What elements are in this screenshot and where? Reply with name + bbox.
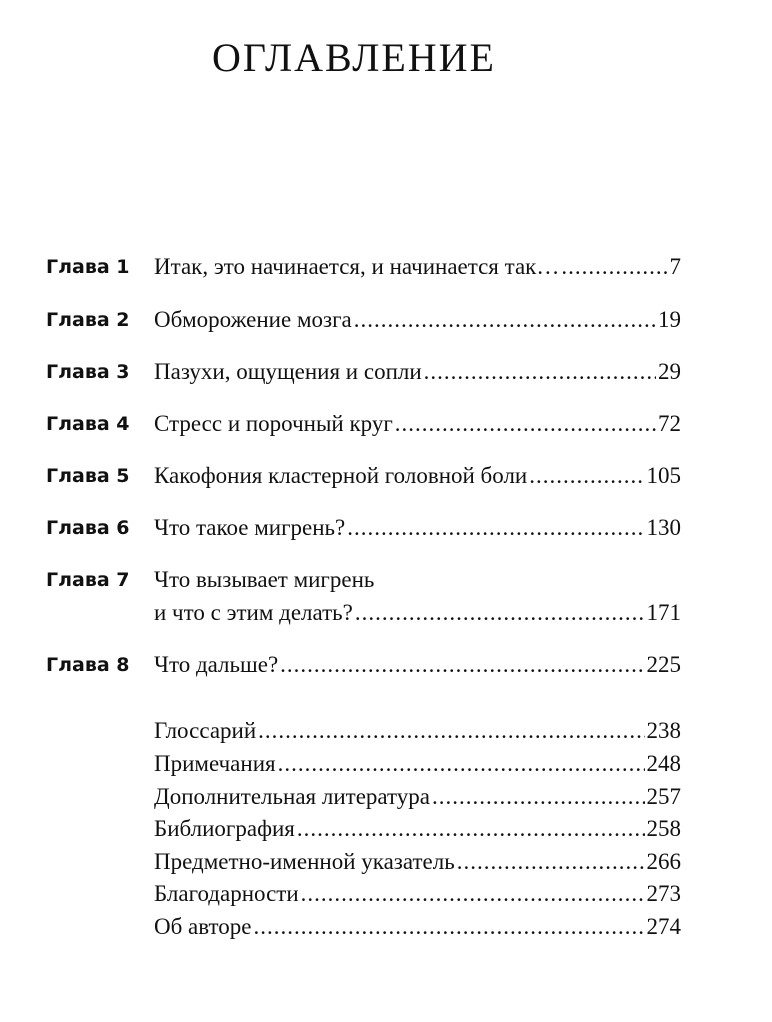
page-number: 248 <box>646 751 681 776</box>
chapter-title-line-2: и что с этим делать? <box>154 600 353 625</box>
dot-leader <box>254 912 645 942</box>
dot-leader <box>297 814 645 844</box>
chapter-title: Обморожение мозга <box>154 307 352 332</box>
section-title: Дополнительная литература <box>154 784 430 809</box>
dot-leader <box>432 782 645 812</box>
section-title: Примечания <box>154 751 276 776</box>
chapter-title: Какофония кластерной головной боли <box>154 463 528 488</box>
page-number: 130 <box>646 515 681 540</box>
page-title: ОГЛАВЛЕНИЕ <box>212 35 496 80</box>
chapter-title: Стресс и порочный круг <box>154 411 393 436</box>
section-title: Глоссарий <box>154 718 257 743</box>
section-title: Благодарности <box>154 881 299 906</box>
page-number: 171 <box>646 600 681 625</box>
chapter-title: Что дальше? <box>154 652 279 677</box>
section-title: Предметно-именной указатель <box>154 849 455 874</box>
dot-leader <box>278 749 645 779</box>
dot-leader <box>457 847 645 877</box>
chapter-label: Глава 1 <box>46 256 130 278</box>
chapter-title: Итак, это начинается, и начинается так… <box>154 254 560 279</box>
dot-leader <box>424 357 656 387</box>
page-number: 266 <box>646 849 681 874</box>
page-number: 274 <box>646 914 681 939</box>
dot-leader <box>301 879 645 909</box>
dot-leader <box>354 305 656 335</box>
dot-leader <box>561 252 667 282</box>
dot-leader <box>529 461 644 491</box>
section-title: Библиография <box>154 816 295 841</box>
page-number: 225 <box>646 652 681 677</box>
dot-leader <box>258 716 644 746</box>
page-number: 105 <box>646 463 681 488</box>
chapter-label: Глава 7 <box>46 569 130 591</box>
chapter-label: Глава 5 <box>46 465 130 487</box>
page-number: 238 <box>646 718 681 743</box>
dot-leader <box>347 513 644 543</box>
page-number: 19 <box>658 307 681 332</box>
page-number: 29 <box>658 359 681 384</box>
chapter-title-line-1: Что вызывает мигрень <box>154 567 375 592</box>
chapter-title: Пазухи, ощущения и сопли <box>154 359 422 384</box>
chapter-label: Глава 3 <box>46 361 130 383</box>
page-number: 7 <box>669 254 681 279</box>
page-number: 273 <box>646 881 681 906</box>
dot-leader <box>355 598 645 628</box>
chapter-label: Глава 6 <box>46 517 130 539</box>
page-number: 258 <box>646 816 681 841</box>
page-number: 257 <box>646 784 681 809</box>
section-title: Об авторе <box>154 914 252 939</box>
chapter-label: Глава 4 <box>46 413 130 435</box>
chapter-label: Глава 8 <box>46 654 130 676</box>
dot-leader <box>395 409 656 439</box>
chapter-title: Что такое мигрень? <box>154 515 346 540</box>
chapter-label: Глава 2 <box>46 309 130 331</box>
dot-leader <box>280 650 644 680</box>
page-number: 72 <box>658 411 681 436</box>
